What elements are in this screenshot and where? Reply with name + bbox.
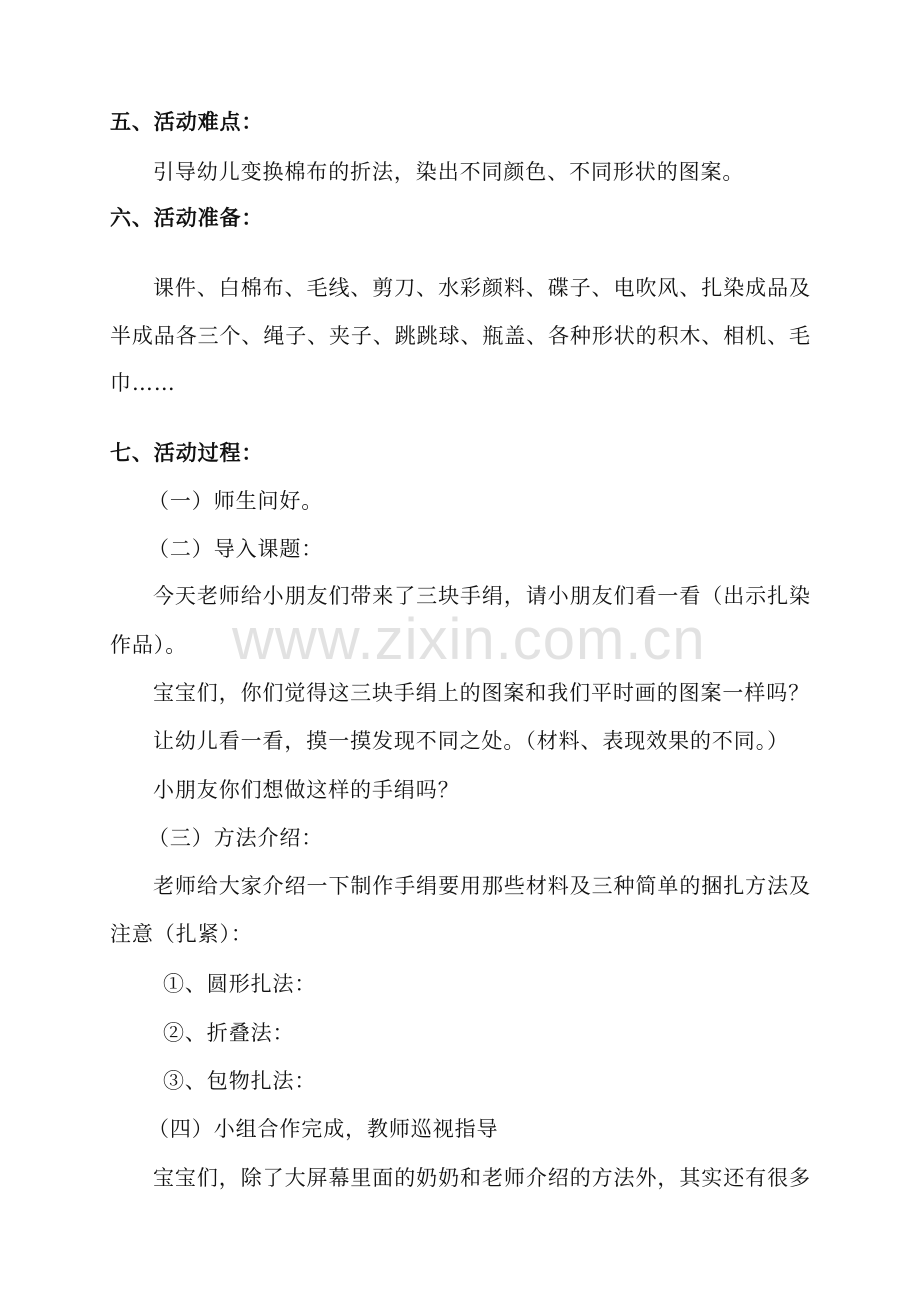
list-item: ①、圆形扎法：	[163, 972, 317, 996]
paragraph: 半成品各三个、绳子、夹子、跳跳球、瓶盖、各种形状的积木、相机、毛	[110, 324, 810, 348]
subheading: （四）小组合作完成，教师巡视指导	[148, 1117, 499, 1141]
list-item: ②、折叠法：	[163, 1021, 295, 1045]
heading-difficulty: 五、活动难点：	[110, 110, 264, 134]
paragraph: 宝宝们，你们觉得这三块手绢上的图案和我们平时画的图案一样吗？	[153, 681, 810, 705]
heading-process: 七、活动过程：	[110, 441, 264, 465]
subheading: （三）方法介绍：	[148, 826, 324, 850]
paragraph: 课件、白棉布、毛线、剪刀、水彩颜料、碟子、电吹风、扎染成品及	[153, 276, 810, 300]
paragraph: 小朋友你们想做这样的手绢吗？	[153, 778, 460, 802]
list-item: ③、包物扎法：	[163, 1069, 317, 1093]
subheading: （二）导入课题：	[148, 537, 324, 561]
paragraph: 老师给大家介绍一下制作手绢要用那些材料及三种简单的捆扎方法及	[153, 874, 810, 898]
paragraph: 作品）。	[110, 633, 188, 657]
paragraph: 引导幼儿变换棉布的折法，染出不同颜色、不同形状的图案。	[153, 160, 745, 184]
watermark: www.zixin.com.cn	[232, 607, 706, 672]
paragraph: 让幼儿看一看，摸一摸发现不同之处。（材料、表现效果的不同。）	[153, 729, 789, 753]
subheading: （一）师生问好。	[148, 489, 324, 513]
paragraph: 巾……	[110, 371, 176, 395]
paragraph: 今天老师给小朋友们带来了三块手绢，请小朋友们看一看（出示扎染	[153, 584, 810, 608]
heading-preparation: 六、活动准备：	[110, 206, 264, 230]
paragraph: 宝宝们，除了大屏幕里面的奶奶和老师介绍的方法外，其实还有很多	[153, 1166, 810, 1190]
paragraph: 注意（扎紧）：	[110, 922, 253, 946]
